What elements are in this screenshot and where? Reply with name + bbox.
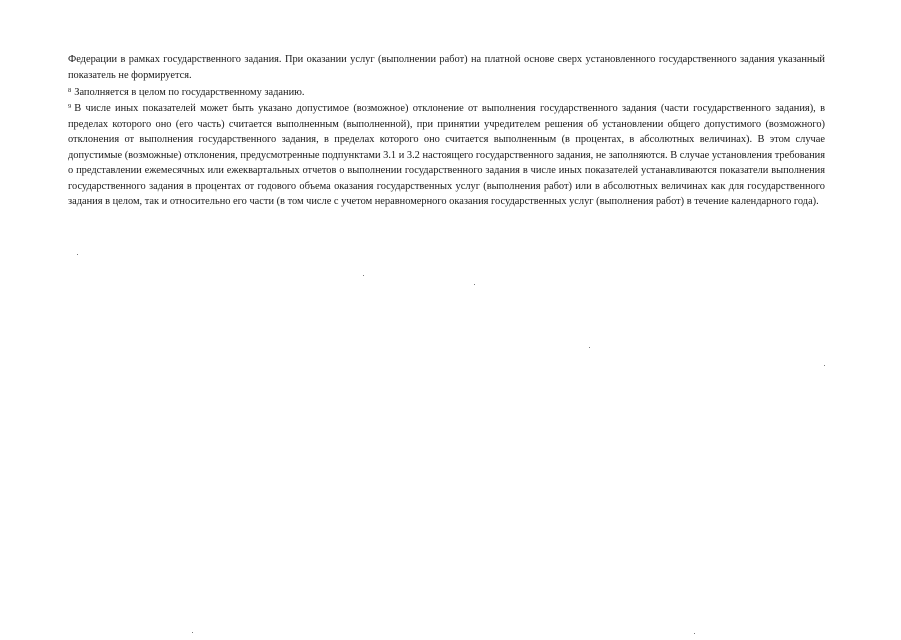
scan-speck xyxy=(474,284,475,285)
footnote-8-marker: 8 xyxy=(68,87,72,94)
scan-speck xyxy=(694,633,695,634)
scan-speck xyxy=(824,365,825,366)
paragraph-continuation: Федерации в рамках государственного задания. При оказании услуг (выполнении работ) на платной основе сверх установленного государственного задания указанный показатель не формируется. xyxy=(68,54,825,81)
scan-speck xyxy=(192,632,193,633)
footnote-9-text: В числе иных показателей может быть указано допустимое (возможное) отклонение от выполнения государственного задания (части государственного задания), в пределах которого оно (его часть) считается выполненным (выполненной), при принятии учредителем решения об установлении общего допустимого (возможного) отклонения от выполнения государственного задания, в пределах которого оно считается выполненным (в процентах, в абсолютных величинах). В этом случае допустимые (возможные) отклонения, предусмотренные подпунктами 3.1 и 3.2 настоящего государственного задания, не заполняются. В случае установления требования о представлении ежемесячных или ежеквартальных отчетов о выполнении государственного задания в числе иных показателей устанавливаются показатели выполнения государственного задания в процентах от годового объема оказания государственных услуг (выполнения работ) или в абсолютных величинах как для государственного задания в целом, так и относительно его части (в том числе с учетом неравномерного оказания государственных услуг (выполнения работ) в течение календарного года). xyxy=(68,103,825,207)
footnote-8 xyxy=(68,85,825,101)
footnote-9 xyxy=(68,101,825,210)
scan-speck xyxy=(77,254,78,255)
scan-speck xyxy=(363,275,364,276)
footnote-9-marker: 9 xyxy=(68,103,72,110)
footnote-8-text: Заполняется в целом по государственному заданию. xyxy=(74,87,305,98)
scan-speck xyxy=(589,347,590,348)
